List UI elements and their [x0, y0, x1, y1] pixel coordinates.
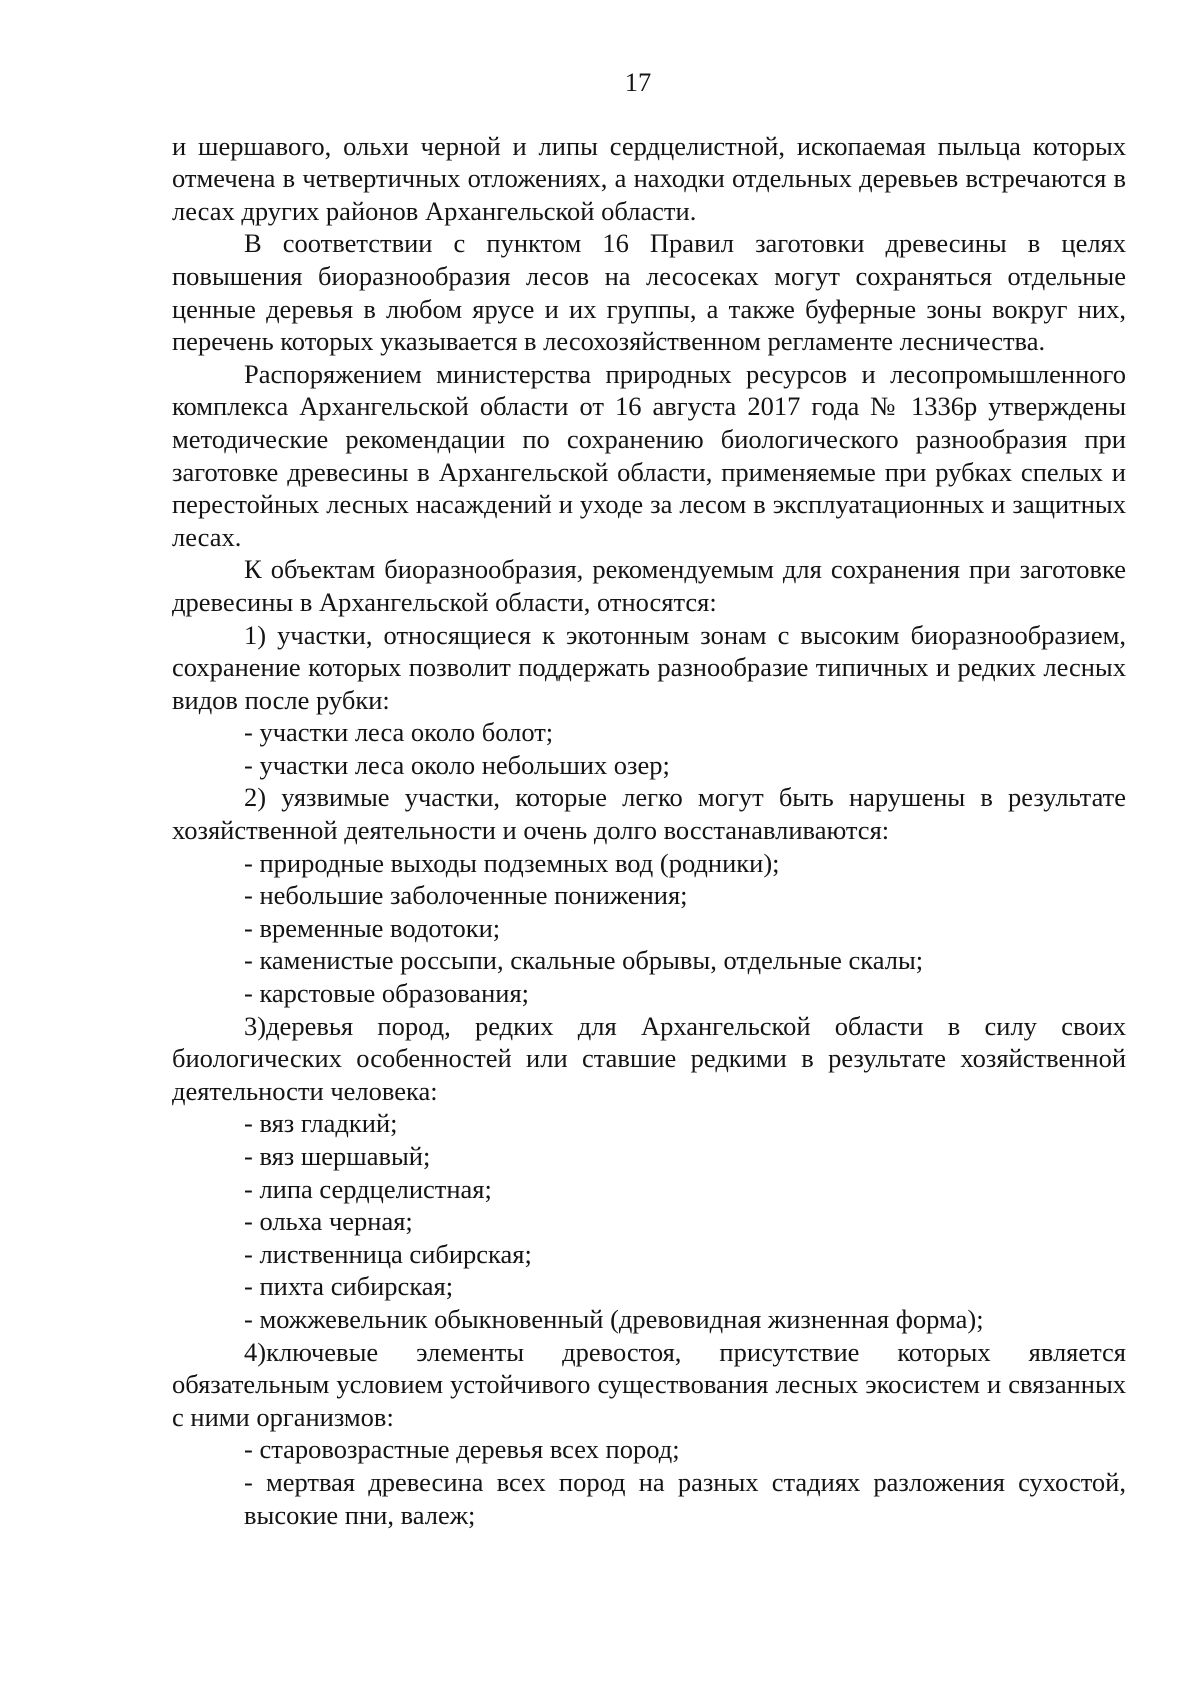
list-item: - старовозрастные деревья всех пород;: [244, 1434, 680, 1465]
list-item: - вяз гладкий;: [244, 1108, 398, 1139]
paragraph-order-reference: Распоряжением министерства природных ресурсов и лесопромышленного комплекса Архангельской области от 16 августа 2017 года № 1336р утверждены методические рекомендации по сохранению биологического разнообразия при заготовке древесины в Архангельской области, применяемые при рубках спелых и перестойных лесных насаждений и уходе за лесом в эксплуатационных и защитных лесах.: [172, 358, 1126, 552]
list-item: - участки леса около болот;: [244, 717, 554, 748]
paragraph-rules-reference: В соответствии с пунктом 16 Правил заготовки древесины в целях повышения биоразнообразия лесов на лесосеках могут сохраняться отдельные ценные деревья в любом ярусе и их группы, а также буферные зоны вокруг них, перечень которых указывается в лесохозяйственном регламенте лесничества.: [172, 228, 1126, 357]
paragraph-biodiversity-objects: К объектам биоразнообразия, рекомендуемым для сохранения при заготовке древесины в Архангельской области, относятся:: [172, 554, 1126, 617]
list-item: - ольха черная;: [244, 1206, 413, 1237]
list-item: - можжевельник обыкновенный (древовидная жизненная форма);: [244, 1303, 984, 1334]
list-item-3-rare-species: 3)деревья пород, редких для Архангельской области в силу своих биологических особенностей или ставшие редкими в результате хозяйственной деятельности человека:: [172, 1010, 1126, 1106]
list-item: - небольшие заболоченные понижения;: [244, 880, 688, 911]
list-item: - лиственница сибирская;: [244, 1238, 532, 1269]
paragraph-continuation: и шершавого, ольхи черной и липы сердцелистной, ископаемая пыльца которых отмечена в четвертичных отложениях, а находки отдельных деревьев встречаются в лесах других районов Архангельской области.: [172, 130, 1126, 226]
list-item: - временные водотоки;: [244, 912, 501, 943]
list-item: - каменистые россыпи, скальные обрывы, отдельные скалы;: [244, 945, 924, 976]
list-item: - природные выходы подземных вод (родники);: [244, 847, 780, 878]
list-item: - липа сердцелистная;: [244, 1173, 492, 1204]
list-item-4-key-elements: 4)ключевые элементы древостоя, присутствие которых является обязательным условием устойчивого существования лесных экосистем и связанных с ними организмов:: [172, 1336, 1126, 1432]
list-item: - мертвая древесина всех пород на разных стадиях разложения сухостой, высокие пни, валеж;: [244, 1466, 1126, 1530]
list-item-2-vulnerable-areas: 2) уязвимые участки, которые легко могут быть нарушены в результате хозяйственной деятельности и очень долго восстанавливаются:: [172, 782, 1126, 846]
list-item-1-ecotone-areas: 1) участки, относящиеся к экотонным зонам с высоким биоразнообразием, сохранение которых позволит поддержать разнообразие типичных и редких лесных видов после рубки:: [172, 619, 1126, 715]
list-item: - участки леса около небольших озер;: [244, 749, 670, 780]
list-item: - карстовые образования;: [244, 978, 530, 1009]
list-item: - пихта сибирская;: [244, 1271, 454, 1302]
page-number: 17: [624, 67, 652, 97]
list-item: - вяз шершавый;: [244, 1141, 431, 1171]
